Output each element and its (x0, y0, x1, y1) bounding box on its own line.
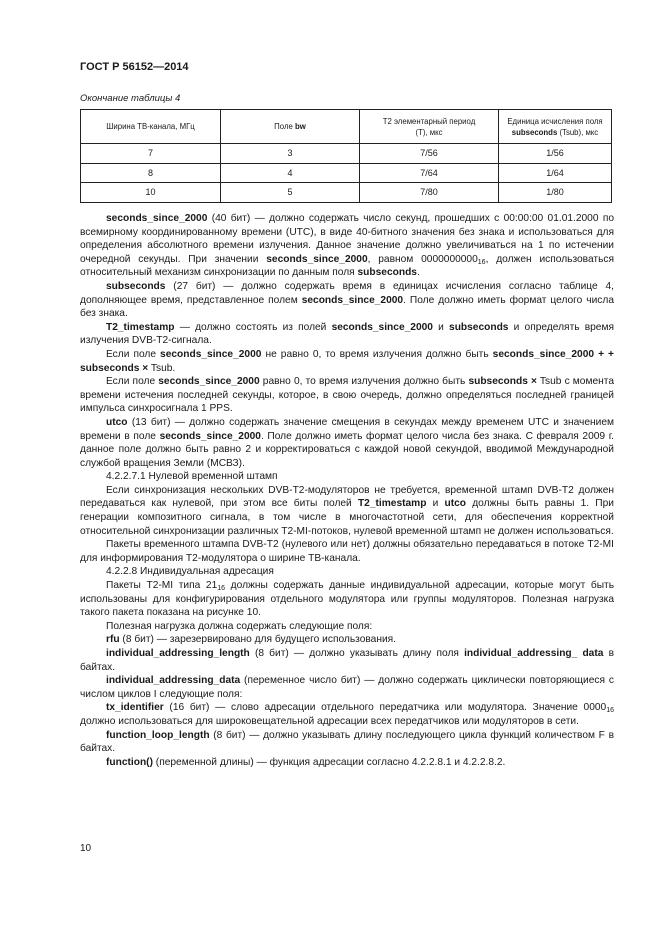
table-caption: Окончание таблицы 4 (80, 93, 181, 104)
table-cell: 5 (221, 183, 360, 203)
table-cell: 3 (221, 144, 360, 164)
paragraph-payload-fields: Полезная нагрузка должна содержать следующие поля: (106, 620, 373, 632)
table-cell: 7 (81, 144, 221, 164)
table-cell: 1/80 (499, 183, 612, 203)
section-heading-4-2-2-7-1: 4.2.2.7.1 Нулевой временной штамп (106, 471, 278, 483)
paragraph-function: function() (переменной длины) — функция адресации согласно 4.2.2.8.1 и 4.2.2.8.2. (106, 756, 506, 768)
table-row (81, 144, 612, 164)
table-cell: 8 (81, 163, 221, 183)
document-body (80, 212, 614, 769)
table-cell: 10 (81, 183, 221, 203)
paragraph-nonzero-case: Если поле seconds_since_2000 не равно 0, то время излучения должно быть seconds_since_2000 + + subseconds × Tsub. (80, 348, 615, 374)
page-number: 10 (80, 843, 92, 854)
paragraph-individual-addressing: Пакеты T2-MI типа $21_{16}$ должны содержать данные индивидуальной адресации, которые могут быть использованы для конфигурирования отдельного модулятора или группы модуляторов. Полезная нагрузка такого пакета показана на рисунке 10. (80, 580, 614, 619)
table-cell: 7/80 (360, 183, 499, 203)
paragraph-addressing-data: individual_addressing_data (переменное число бит) — должно содержать циклически повторяющиеся с числом циклов I следующие поля: (80, 675, 614, 700)
paragraph-seconds-since-2000: seconds_since_2000 (40 бит) — должно содержать число секунд, прошедших с 00:00:00 01.01.2000 по всемирному координированному времени (UTC), в виде 40-битного значения без знака и использоваться для определения абсолютного времени излучения. Данное значение должно увеличиваться на 1 по истечении очередной секунды. При значении seconds_since_2000, равном $0000000000_{16}$, должен использоваться относительный механизм синхронизации по данным поля subseconds. (80, 213, 614, 279)
table-cell: 4 (221, 163, 360, 183)
header-elementary-period: Т2 элементарный период (Т), мкс (360, 110, 499, 144)
paragraph-addressing-length: individual_addressing_length (8 бит) — должно указывать длину поля individual_addressing_ data в байтах. (80, 648, 614, 673)
table-cell: 7/56 (360, 144, 499, 164)
table-row (81, 163, 612, 183)
paragraph-zero-case: Если поле seconds_since_2000 равно 0, то время излучения должно быть subseconds × Tsub с момента времени истечения последней секунды, которое, в свою очередь, должно определяться последней границей импульса синхросигнала 1 PPS. (80, 376, 614, 415)
paragraph-utco: utco (13 бит) — должно содержать значение смещения в секундах между временем UTC и значением времени в поле seconds_since_2000. Поле должно иметь формат целого числа без знака. С февраля 2009 г. данное поле должно быть равно 2 и корректироваться с каждой новой секундой, вводимой Международной службой вращения Земли (МСВЗ). (80, 416, 614, 469)
section-heading-4-2-2-8: 4.2.2.8 Индивидуальная адресация (106, 566, 274, 578)
paragraph-timestamp-packets: Пакеты временного штампа DVB-T2 (нулевого или нет) должны обязательно передаваться в потоке T2-MI для информирования T2-модулятора о ширине ТВ-канала. (80, 539, 614, 564)
header-bw-field: Поле bw (221, 110, 360, 144)
header-subseconds-unit: Единица исчисления поля subseconds (Tsub), мкс (499, 110, 612, 144)
table-cell: 1/64 (499, 163, 612, 183)
paragraph-rfu: rfu (8 бит) — зарезервировано для будущего использования. (106, 634, 397, 646)
paragraph-subseconds: subseconds (27 бит) — должно содержать время в единицах исчисления согласно таблице 4, дополняющее время, представленное полем seconds_since_2000. Поле должно иметь формат целого числа без знака. (80, 280, 615, 320)
paragraph-null-timestamp: Если синхронизация нескольких DVB-T2-модуляторов не требуется, временной штамп DVB-T2 должен передаваться как нулевой, при этом все биты полей T2_timestamp и utco должны быть равны 1. При генерации композитного сигнала, в том числе в многочастотной сети, для обеспечения корректной относительной синхронизации различных T2-MI-потоков, нулевой временной штамп не должен использоваться. (80, 484, 614, 537)
table-cell: 7/64 (360, 163, 499, 183)
document-header: ГОСТ Р 56152—2014 (80, 61, 189, 73)
table-row (81, 183, 612, 203)
paragraph-function-loop-length: function_loop_length (8 бит) — должно указывать длину последующего цикла функций количеством F в байтах. (80, 729, 614, 755)
table-header-row (81, 110, 612, 144)
header-channel-width: Ширина ТВ-канала, МГц (81, 110, 221, 144)
paragraph-tx-identifier: tx_identifier (16 бит) — слово адресации отдельного передатчика или модулятора. Значение $0000_{16}$ должно использоваться для широковещательной адресации всех передатчиков или модуляторов в сети. (80, 702, 614, 727)
paragraph-t2-timestamp: T2_timestamp — должно состоять из полей seconds_since_2000 и subseconds и определять время излучения DVB-T2-сигнала. (80, 321, 614, 347)
bandwidth-table (80, 109, 612, 203)
table-cell: 1/56 (499, 144, 612, 164)
